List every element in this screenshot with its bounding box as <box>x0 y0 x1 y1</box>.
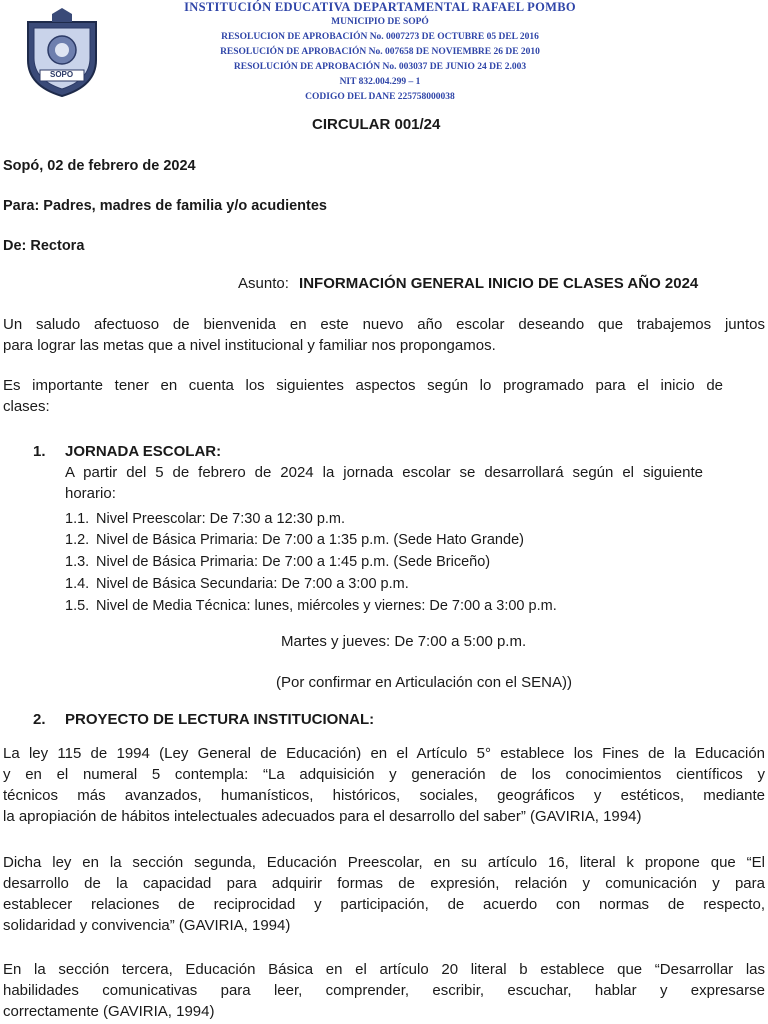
circular-date: Sopó, 02 de febrero de 2024 <box>3 158 196 174</box>
subject-label: Asunto: <box>238 275 289 292</box>
subject-line <box>238 275 698 292</box>
schedule-item-text: Nivel de Básica Primaria: De 7:00 a 1:45 p.m. (Sede Briceño) <box>96 554 491 570</box>
schedule-item-num: 1.3. <box>65 554 90 570</box>
section-2-number: 2. <box>33 711 46 728</box>
text-line: horario: <box>65 485 116 502</box>
text-line: A partir del 5 de febrero de 2024 la jornada escolar se desarrollará según el siguiente <box>65 464 703 481</box>
schedule-item-text: Nivel Preescolar: De 7:30 a 12:30 p.m. <box>96 511 346 527</box>
text-line: establecer relaciones de reciprocidad y participación, de acuerdo con normas de respecto, <box>3 896 765 913</box>
schedule-item-num: 1.2. <box>65 532 90 548</box>
text-line: Es importante tener en cuenta los siguientes aspectos según lo programado para el inicio de <box>3 377 723 394</box>
section-1-title: JORNADA ESCOLAR: <box>65 443 222 460</box>
text-line: Un saludo afectuoso de bienvenida en este nuevo año escolar deseando que trabajemos juntos <box>3 316 765 333</box>
section-2-paragraph-1 <box>3 743 765 827</box>
schedule-item-num: 1.4. <box>65 576 90 592</box>
seal-caption: SOPO <box>50 70 74 79</box>
text-line: Dicha ley en la sección segunda, Educación Preescolar, en su artículo 16, literal k propone que “El <box>3 854 765 871</box>
schedule-item-text: Nivel de Básica Secundaria: De 7:00 a 3:00 p.m. <box>96 576 409 592</box>
municipality: MUNICIPIO DE SOPÓ <box>331 17 429 27</box>
section-2-paragraph-2 <box>3 852 765 936</box>
text-line: clases: <box>3 398 50 415</box>
text-line: habilidades comunicativas para leer, comprender, escribir, escuchar, hablar y expresarse <box>3 982 765 999</box>
section-1-number: 1. <box>33 443 46 460</box>
schedule-item-text: Nivel de Básica Primaria: De 7:00 a 1:35 p.m. (Sede Hato Grande) <box>96 532 524 548</box>
section-1-lead <box>65 462 703 504</box>
letterhead <box>130 0 630 105</box>
section-2-title: PROYECTO DE LECTURA INSTITUCIONAL: <box>65 711 375 728</box>
circular-sender: De: Rectora <box>3 238 85 254</box>
dane-code: CODIGO DEL DANE 225758000038 <box>305 92 455 102</box>
schedule-item-num: 1.1. <box>65 511 90 527</box>
resolution-2: RESOLUCIÓN DE APROBACIÓN No. 007658 DE NOVIEMBRE 26 DE 2010 <box>220 47 540 57</box>
text-line: la apropiación de hábitos intelectuales adecuados para el desarrollo del saber” (GAVIRIA, 1994) <box>3 808 642 825</box>
sena-note: (Por confirmar en Articulación con el SENA)) <box>276 674 572 691</box>
text-line: y en el numeral 5 contempla: “La adquisición y generación de los conocimientos científicos y <box>3 766 765 783</box>
nit-number: NIT 832.004.299 – 1 <box>339 77 421 87</box>
circular-title: CIRCULAR 001/24 <box>312 116 441 133</box>
schedule-item-num: 1.5. <box>65 598 90 614</box>
text-line: En la sección tercera, Educación Básica en el artículo 20 literal b establece que “Desarrollar las <box>3 961 765 978</box>
subject-text: INFORMACIÓN GENERAL INICIO DE CLASES AÑO 2024 <box>299 275 699 292</box>
text-line: La ley 115 de 1994 (Ley General de Educación) en el Artículo 5° establece los Fines de la Educación <box>3 745 765 762</box>
tue-thu-schedule: Martes y jueves: De 7:00 a 5:00 p.m. <box>281 633 527 650</box>
resolution-3: RESOLUCIÓN DE APROBACIÓN No. 003037 DE JUNIO 24 DE 2.003 <box>233 62 527 72</box>
text-line: para lograr las metas que a nivel institucional y familiar nos propongamos. <box>3 337 496 354</box>
intro-paragraph-1 <box>3 314 765 356</box>
resolution-1: RESOLUCION DE APROBACIÓN No. 0007273 DE OCTUBRE 05 DEL 2016 <box>221 32 539 42</box>
section-2-paragraph-3 <box>3 959 765 1022</box>
institution-name: INSTITUCIÓN EDUCATIVA DEPARTAMENTAL RAFAEL POMBO <box>184 0 576 14</box>
text-line: técnicos más avanzados, humanísticos, históricos, sociales, geográficos y estéticos, mediante <box>3 787 765 804</box>
institution-seal-logo <box>22 8 102 98</box>
text-line: desarrollo de la capacidad para adquirir formas de expresión, relación y comunicación y para <box>3 875 765 892</box>
text-line: solidaridad y convivencia” (GAVIRIA, 1994) <box>3 917 291 934</box>
schedule-item-text: Nivel de Media Técnica: lunes, miércoles y viernes: De 7:00 a 3:00 p.m. <box>96 598 557 614</box>
circular-recipients: Para: Padres, madres de familia y/o acudientes <box>3 198 327 214</box>
intro-paragraph-2 <box>3 375 723 417</box>
text-line: correctamente (GAVIRIA, 1994) <box>3 1003 215 1020</box>
